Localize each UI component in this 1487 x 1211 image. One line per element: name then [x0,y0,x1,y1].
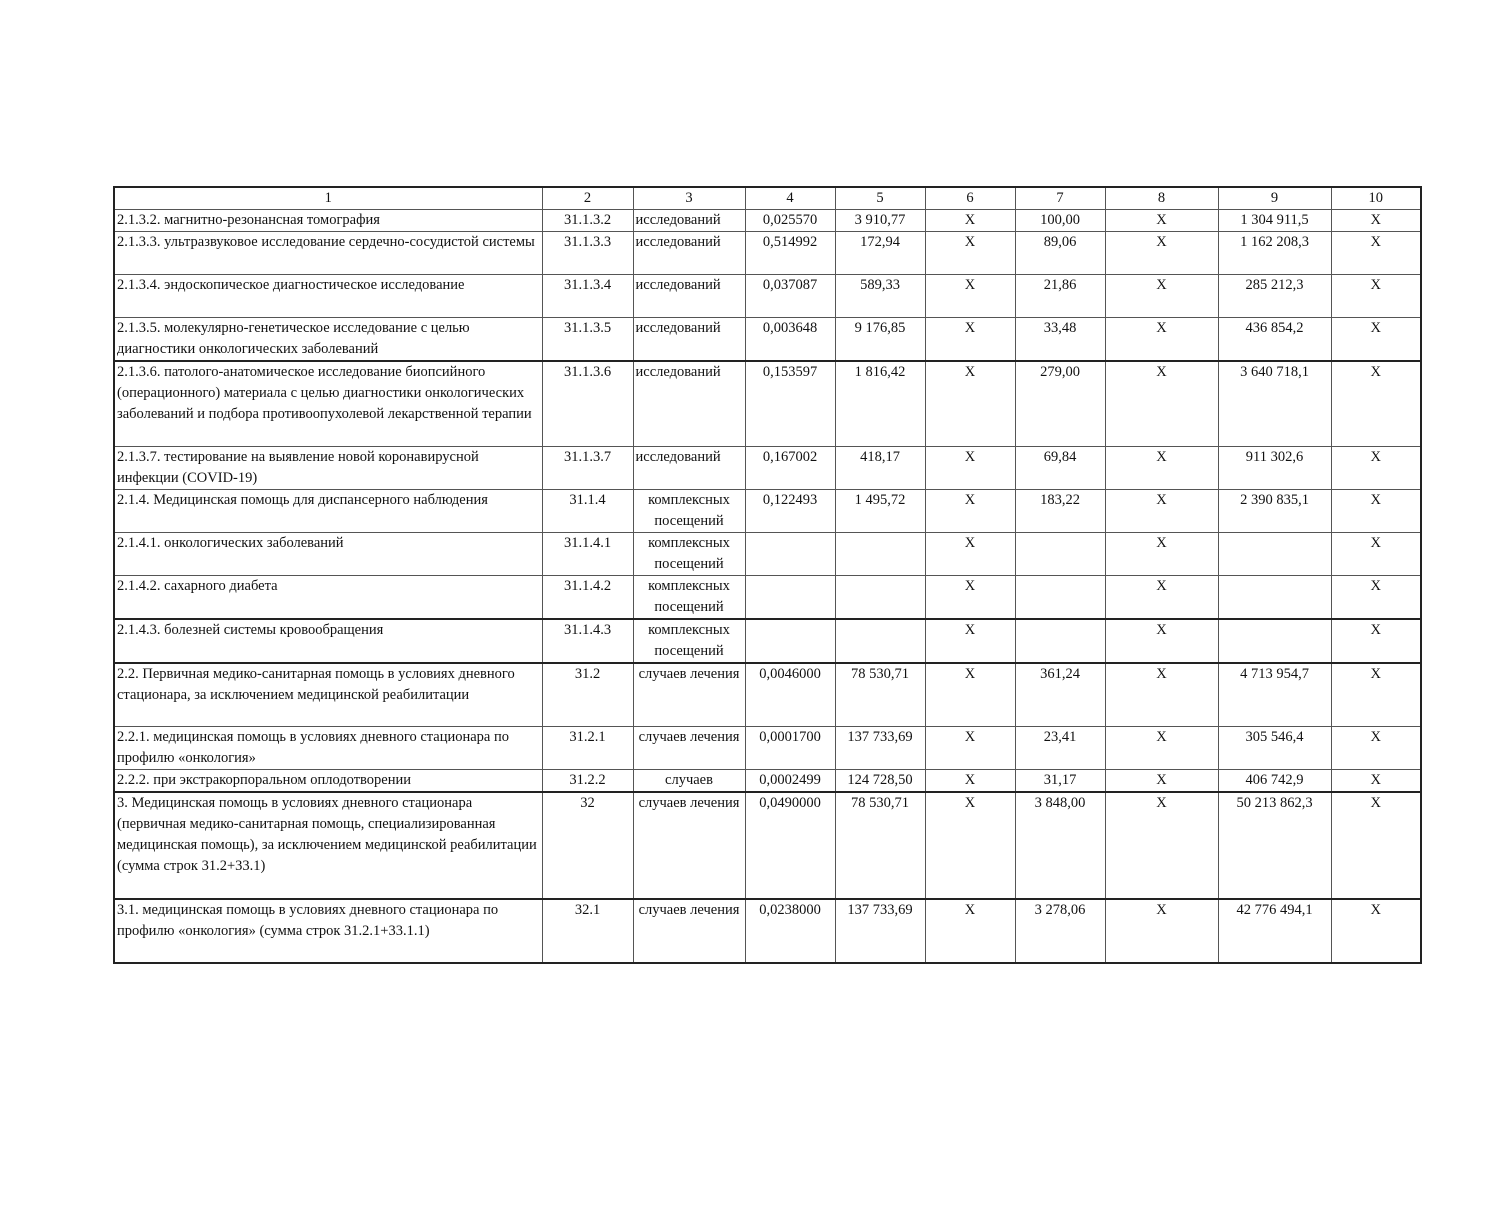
row-label: 2.2.1. медицинская помощь в условиях дневного стационара по профилю «онкология» [114,727,542,770]
row-label: 2.1.4.3. болезней системы кровообращения [114,619,542,663]
value-col-7 [1015,619,1105,663]
value-col-9: 285 212,3 [1218,275,1331,318]
value-col-8: X [1105,770,1218,793]
row-label: 2.1.3.6. патолого-анатомическое исследование биопсийного (операционного) материала с целью диагностики онкологических заболеваний и подбора противоопухолевой лекарственной терапии [114,361,542,447]
row-label: 2.1.4. Медицинская помощь для диспансерного наблюдения [114,490,542,533]
table-row [114,275,1421,318]
value-col-9: 4 713 954,7 [1218,663,1331,727]
row-code: 31.1.3.2 [542,210,633,232]
value-col-4 [745,576,835,620]
column-header: 8 [1105,187,1218,210]
row-label: 2.1.4.1. онкологических заболеваний [114,533,542,576]
value-col-6: X [925,792,1015,899]
value-col-7: 31,17 [1015,770,1105,793]
row-code: 31.1.4.2 [542,576,633,620]
unit-cell: комплексных посещений [633,533,745,576]
value-col-9: 50 213 862,3 [1218,792,1331,899]
unit-cell: исследований [633,210,745,232]
data-table [113,186,1422,964]
value-col-10: X [1331,619,1421,663]
table-row [114,210,1421,232]
value-col-5: 172,94 [835,232,925,275]
value-col-10: X [1331,727,1421,770]
value-col-4 [745,619,835,663]
table-row [114,770,1421,793]
column-header: 1 [114,187,542,210]
table-row [114,899,1421,963]
value-col-9 [1218,619,1331,663]
row-code: 31.1.3.4 [542,275,633,318]
value-col-10: X [1331,576,1421,620]
value-col-7: 3 848,00 [1015,792,1105,899]
unit-cell: случаев лечения [633,792,745,899]
unit-cell: комплексных посещений [633,619,745,663]
column-header: 2 [542,187,633,210]
value-col-8: X [1105,533,1218,576]
value-col-5: 589,33 [835,275,925,318]
table-row [114,361,1421,447]
value-col-7: 361,24 [1015,663,1105,727]
value-col-9 [1218,533,1331,576]
value-col-5: 137 733,69 [835,899,925,963]
row-code: 31.1.3.7 [542,447,633,490]
value-col-4: 0,122493 [745,490,835,533]
column-header: 7 [1015,187,1105,210]
unit-cell: исследований [633,361,745,447]
row-code: 31.1.4.1 [542,533,633,576]
table-row [114,576,1421,620]
table-row [114,727,1421,770]
value-col-6: X [925,899,1015,963]
value-col-9: 911 302,6 [1218,447,1331,490]
value-col-7: 3 278,06 [1015,899,1105,963]
unit-cell: случаев [633,770,745,793]
column-header: 5 [835,187,925,210]
value-col-9: 305 546,4 [1218,727,1331,770]
value-col-8: X [1105,318,1218,362]
unit-cell: случаев лечения [633,663,745,727]
row-label: 2.1.3.5. молекулярно-генетическое исследование с целью диагностики онкологических заболеваний [114,318,542,362]
column-header: 4 [745,187,835,210]
value-col-8: X [1105,447,1218,490]
value-col-6: X [925,275,1015,318]
value-col-5: 124 728,50 [835,770,925,793]
value-col-7: 100,00 [1015,210,1105,232]
table-row [114,619,1421,663]
table-row [114,533,1421,576]
row-code: 31.2.2 [542,770,633,793]
value-col-10: X [1331,533,1421,576]
value-col-10: X [1331,361,1421,447]
row-label: 2.1.3.7. тестирование на выявление новой коронавирусной инфекции (COVID-19) [114,447,542,490]
value-col-5 [835,533,925,576]
row-code: 32.1 [542,899,633,963]
value-col-10: X [1331,447,1421,490]
value-col-9: 406 742,9 [1218,770,1331,793]
value-col-9: 42 776 494,1 [1218,899,1331,963]
value-col-8: X [1105,275,1218,318]
value-col-4: 0,167002 [745,447,835,490]
column-header: 9 [1218,187,1331,210]
value-col-8: X [1105,663,1218,727]
value-col-4: 0,0238000 [745,899,835,963]
unit-cell: комплексных посещений [633,576,745,620]
value-col-9: 3 640 718,1 [1218,361,1331,447]
value-col-4: 0,0001700 [745,727,835,770]
value-col-7: 21,86 [1015,275,1105,318]
row-label: 3. Медицинская помощь в условиях дневного стационара (первичная медико-санитарная помощь, специализированная медицинская помощь), за исключением медицинской реабилитации (сумма строк 31.2+33.1) [114,792,542,899]
header-row [114,187,1421,210]
value-col-6: X [925,576,1015,620]
value-col-8: X [1105,490,1218,533]
value-col-5: 3 910,77 [835,210,925,232]
table-row [114,490,1421,533]
value-col-8: X [1105,210,1218,232]
value-col-7: 183,22 [1015,490,1105,533]
value-col-10: X [1331,210,1421,232]
column-header: 6 [925,187,1015,210]
table-row [114,318,1421,362]
unit-cell: случаев лечения [633,899,745,963]
value-col-4: 0,0002499 [745,770,835,793]
value-col-7: 89,06 [1015,232,1105,275]
row-code: 31.2.1 [542,727,633,770]
value-col-9: 1 304 911,5 [1218,210,1331,232]
row-label: 2.1.3.2. магнитно-резонансная томография [114,210,542,232]
table-row [114,232,1421,275]
value-col-6: X [925,318,1015,362]
value-col-8: X [1105,792,1218,899]
unit-cell: комплексных посещений [633,490,745,533]
row-label: 3.1. медицинская помощь в условиях дневного стационара по профилю «онкология» (сумма строк 31.2.1+33.1.1) [114,899,542,963]
value-col-5: 1 816,42 [835,361,925,447]
value-col-10: X [1331,770,1421,793]
value-col-6: X [925,770,1015,793]
value-col-6: X [925,210,1015,232]
value-col-5: 78 530,71 [835,792,925,899]
value-col-5 [835,576,925,620]
row-label: 2.2.2. при экстракорпоральном оплодотворении [114,770,542,793]
value-col-4: 0,003648 [745,318,835,362]
unit-cell: исследований [633,275,745,318]
value-col-7: 33,48 [1015,318,1105,362]
value-col-4: 0,037087 [745,275,835,318]
value-col-9 [1218,576,1331,620]
value-col-6: X [925,619,1015,663]
row-code: 31.2 [542,663,633,727]
unit-cell: исследований [633,447,745,490]
value-col-9: 1 162 208,3 [1218,232,1331,275]
value-col-5 [835,619,925,663]
value-col-10: X [1331,663,1421,727]
value-col-10: X [1331,318,1421,362]
value-col-8: X [1105,576,1218,620]
value-col-10: X [1331,792,1421,899]
value-col-5: 78 530,71 [835,663,925,727]
value-col-6: X [925,727,1015,770]
column-header: 10 [1331,187,1421,210]
value-col-8: X [1105,619,1218,663]
value-col-7: 23,41 [1015,727,1105,770]
row-code: 31.1.3.5 [542,318,633,362]
row-label: 2.1.3.3. ультразвуковое исследование сердечно-сосудистой системы [114,232,542,275]
value-col-6: X [925,533,1015,576]
row-label: 2.1.4.2. сахарного диабета [114,576,542,620]
table-row [114,447,1421,490]
value-col-10: X [1331,490,1421,533]
value-col-6: X [925,490,1015,533]
value-col-4 [745,533,835,576]
value-col-7: 279,00 [1015,361,1105,447]
value-col-5: 137 733,69 [835,727,925,770]
unit-cell: случаев лечения [633,727,745,770]
row-code: 31.1.4 [542,490,633,533]
value-col-10: X [1331,899,1421,963]
unit-cell: исследований [633,232,745,275]
value-col-4: 0,0046000 [745,663,835,727]
value-col-6: X [925,361,1015,447]
row-code: 31.1.3.3 [542,232,633,275]
value-col-10: X [1331,232,1421,275]
row-label: 2.2. Первичная медико-санитарная помощь в условиях дневного стационара, за исключением медицинской реабилитации [114,663,542,727]
value-col-5: 418,17 [835,447,925,490]
row-code: 31.1.3.6 [542,361,633,447]
value-col-10: X [1331,275,1421,318]
value-col-7 [1015,576,1105,620]
row-label: 2.1.3.4. эндоскопическое диагностическое исследование [114,275,542,318]
value-col-6: X [925,447,1015,490]
table-row [114,663,1421,727]
value-col-4: 0,153597 [745,361,835,447]
value-col-6: X [925,663,1015,727]
row-code: 31.1.4.3 [542,619,633,663]
value-col-7 [1015,533,1105,576]
value-col-4: 0,0490000 [745,792,835,899]
value-col-6: X [925,232,1015,275]
table-row [114,792,1421,899]
unit-cell: исследований [633,318,745,362]
value-col-9: 2 390 835,1 [1218,490,1331,533]
column-header: 3 [633,187,745,210]
value-col-8: X [1105,899,1218,963]
value-col-5: 9 176,85 [835,318,925,362]
value-col-7: 69,84 [1015,447,1105,490]
value-col-8: X [1105,727,1218,770]
value-col-8: X [1105,232,1218,275]
value-col-4: 0,025570 [745,210,835,232]
value-col-4: 0,514992 [745,232,835,275]
value-col-5: 1 495,72 [835,490,925,533]
row-code: 32 [542,792,633,899]
value-col-9: 436 854,2 [1218,318,1331,362]
value-col-8: X [1105,361,1218,447]
